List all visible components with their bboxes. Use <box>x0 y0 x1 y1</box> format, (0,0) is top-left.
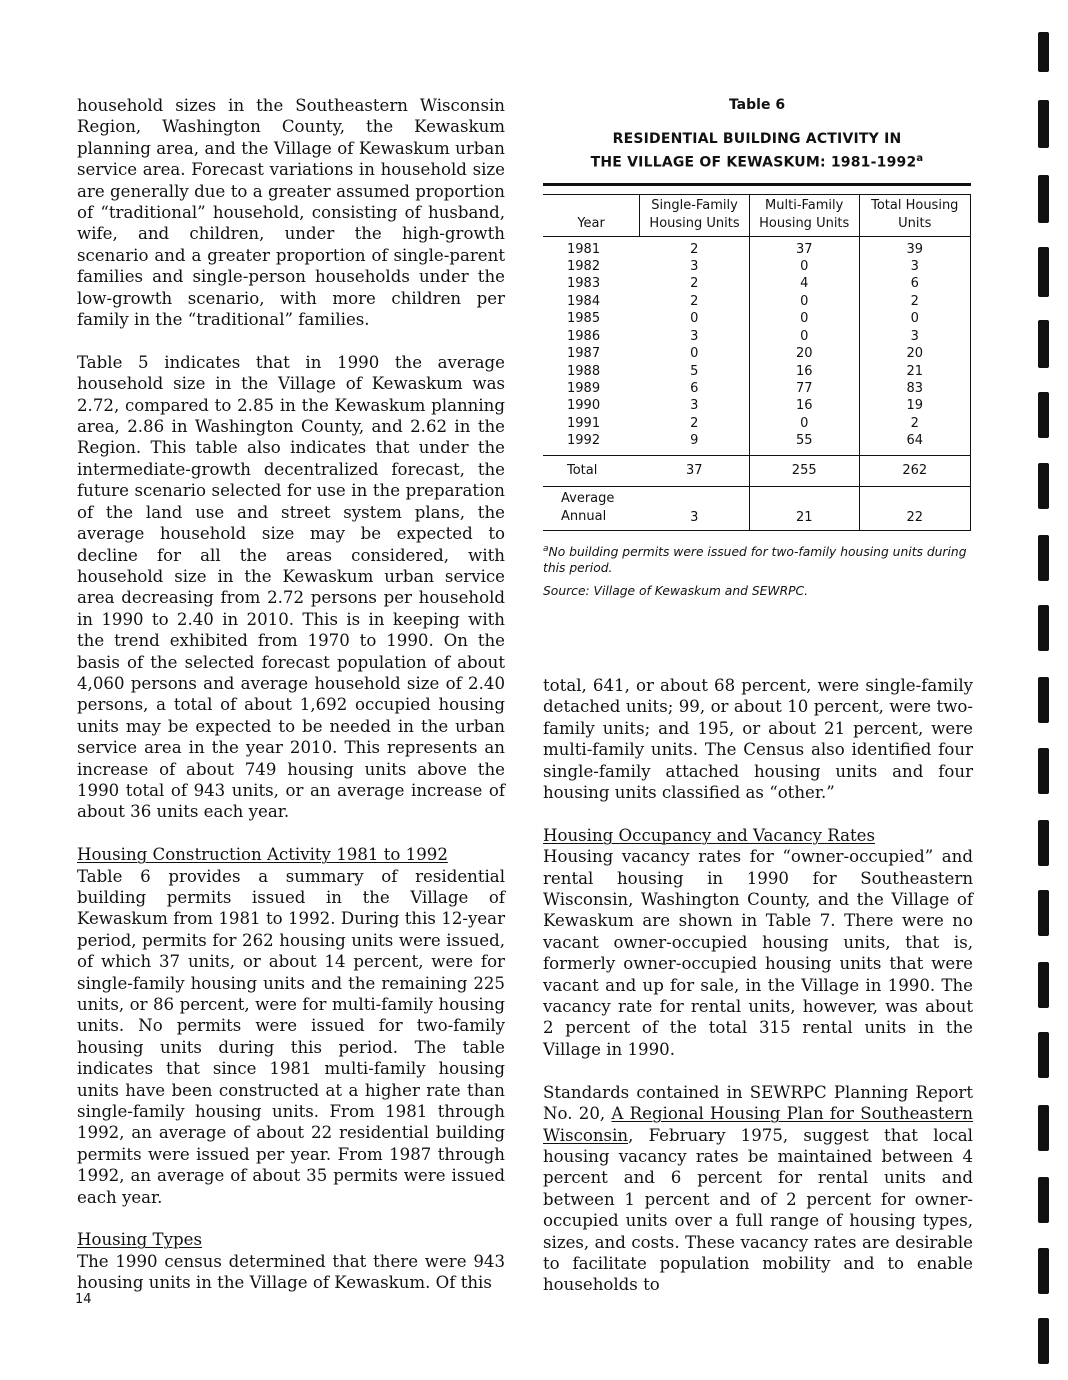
value-cell: 0 <box>690 346 699 362</box>
body-paragraph: Housing vacancy rates for “owner-occupied” and rental housing in 1990 for Southeastern Wisconsin, Washington County, and the Village of Kewaskum are shown in Table 7. There were no vacant owner-occupied housing units, that is, formerly owner-occupied housing units that were vacant and up for sale, in the Village in 1990. The vacancy rate for rental units, however, was about 2 percent of the total 315 rental units in the Village in 1990. <box>543 847 973 1059</box>
table-title <box>543 130 971 173</box>
year-cell: 1991 <box>567 415 601 431</box>
cell: 22 <box>859 486 970 530</box>
left-column <box>77 95 505 1294</box>
year-cell: 1981 <box>567 241 601 257</box>
year-cell: 1989 <box>567 380 601 396</box>
table-top-rule <box>543 183 971 186</box>
value-cell: 0 <box>859 310 970 327</box>
table-footnote <box>543 541 971 576</box>
table-row <box>543 363 971 380</box>
value-cell: 3 <box>859 328 970 345</box>
year-cell: 1986 <box>567 328 601 344</box>
value-cell: 0 <box>749 415 859 432</box>
binder-mark <box>1038 535 1049 581</box>
header-total: Total Housing Units <box>859 194 970 236</box>
year-cell: 1990 <box>567 398 601 414</box>
year-cell: 1987 <box>567 346 601 362</box>
report-title: A Regional Housing Plan for Southeastern Wisconsin <box>543 1104 973 1145</box>
header-single-family: Single-Family Housing Units <box>640 194 750 236</box>
value-cell: 37 <box>749 236 859 258</box>
value-cell: 3 <box>690 259 699 275</box>
header-year: Year <box>543 194 640 236</box>
value-cell: 77 <box>749 380 859 397</box>
value-cell: 6 <box>690 380 699 396</box>
value-cell: 20 <box>859 345 970 362</box>
section-occupancy-vacancy <box>543 825 973 1060</box>
table-header-row <box>543 194 971 236</box>
year-cell: 1985 <box>567 311 601 327</box>
value-cell: 5 <box>690 363 699 379</box>
binder-mark <box>1038 175 1049 223</box>
table-6 <box>543 95 971 598</box>
value-cell: 83 <box>859 380 970 397</box>
binder-mark <box>1038 1318 1049 1364</box>
header-multi-family: Multi-Family Housing Units <box>749 194 859 236</box>
binder-mark <box>1038 962 1049 1008</box>
body-paragraph <box>543 1082 973 1296</box>
footnote-text: No building permits were issued for two-family housing units during this period. <box>543 545 967 576</box>
value-cell: 6 <box>859 275 970 292</box>
table-title-line <box>543 149 971 173</box>
section-housing-types <box>77 1229 505 1293</box>
value-cell: 2 <box>859 415 970 432</box>
table-source: Source: Village of Kewaskum and SEWRPC. <box>543 584 809 599</box>
cell: 262 <box>859 455 970 486</box>
binder-mark <box>1038 890 1049 936</box>
text-run: Standards contained in SEWRPC Planning Report No. 20, <box>543 1082 973 1124</box>
year-cell: 1983 <box>567 276 601 292</box>
year-cell: 1984 <box>567 293 601 309</box>
value-cell: 2 <box>690 293 699 309</box>
table-title-line: RESIDENTIAL BUILDING ACTIVITY IN <box>612 131 902 147</box>
section-housing-construction <box>77 844 505 1208</box>
year-cell: 1992 <box>567 433 601 449</box>
table-row <box>543 310 971 327</box>
value-cell: 16 <box>749 397 859 414</box>
binder-mark <box>1038 100 1049 148</box>
cell: 3 <box>640 486 750 530</box>
value-cell: 20 <box>749 345 859 362</box>
table-row <box>543 432 971 455</box>
binder-mark <box>1038 677 1049 723</box>
table-row <box>543 236 971 258</box>
binder-mark <box>1038 1105 1049 1151</box>
cell: 255 <box>749 455 859 486</box>
binder-mark <box>1038 1248 1049 1294</box>
footnote-marker: a <box>543 543 549 554</box>
body-paragraph: household sizes in the Southeastern Wisconsin Region, Washington County, the Kewaskum planning area, and the Village of Kewaskum urban service area. Forecast variations in household size are generally due to a greater assumed proportion of “traditional” household, consisting of husband, wife, and children, under the high-growth scenario and a greater proportion of single-parent families and single-person households under the low-growth scenario, with more children per family in the “traditional” families. <box>77 96 505 330</box>
right-column <box>543 675 973 1296</box>
table-row <box>543 380 971 397</box>
table-row <box>543 345 971 362</box>
value-cell: 0 <box>749 328 859 345</box>
binder-mark <box>1038 820 1049 866</box>
footnote-marker: a <box>916 153 924 164</box>
cell: Total <box>543 455 640 486</box>
value-cell: 3 <box>690 328 699 344</box>
body-paragraph: total, 641, or about 68 percent, were single-family detached units; 99, or about 10 percent, were two-family units; and 195, or about 21 percent, were multi-family units. The Census also identified four single-family attached housing units and four housing units classified as “other.” <box>543 676 973 803</box>
value-cell: 2 <box>690 415 699 431</box>
binder-mark <box>1038 463 1049 509</box>
value-cell: 0 <box>749 258 859 275</box>
text-run: , February 1975, suggest that local housing vacancy rates be maintained between 4 percent and 6 percent for rental units and between 1 percent and of 2 percent for owner-occupied units over a full range of housing types, sizes, and costs. These vacancy rates are desirable to facilitate population mobility and to enable households to <box>543 1125 973 1295</box>
binder-mark <box>1038 748 1049 794</box>
table-row <box>543 397 971 414</box>
binder-mark <box>1038 247 1049 297</box>
value-cell: 3 <box>859 258 970 275</box>
page-number: 14 <box>75 1292 92 1307</box>
value-cell: 19 <box>859 397 970 414</box>
building-activity-table <box>543 194 971 531</box>
value-cell: 64 <box>859 432 970 455</box>
body-paragraph: Table 6 provides a summary of residential building permits issued in the Village of Kewaskum from 1981 to 1992. During this 12-year period, permits for 262 housing units were issued, of which 37 units, or about 14 percent, were for single-family housing units and the remaining 225 units, or 86 percent, were for multi-family housing units. No permits were issued for two-family housing units during this period. The table indicates that since 1981 multi-family housing units have been constructed at a higher rate than single-family housing units. From 1981 through 1992, an average of about 22 residential building permits were issued per year. From 1987 through 1992, an average of about 35 permits were issued each year. <box>77 866 505 1207</box>
value-cell: 2 <box>690 276 699 292</box>
table-row <box>543 258 971 275</box>
binder-mark <box>1038 320 1049 368</box>
value-cell: 16 <box>749 363 859 380</box>
body-paragraph: Table 5 indicates that in 1990 the average household size in the Village of Kewaskum was 2.72, compared to 2.85 in the Kewaskum planning area, 2.86 in Washington County, and 2.62 in the Region. This table also indicates that under the intermediate-growth decentralized forecast, the future scenario selected for use in the preparation of the land use and street system plans, the average household size may be expected to decline for all the areas considered, with household size in the Kewaskum urban service area decreasing from 2.72 persons per household in 1990 to 2.40 in 2010. This is in keeping with the trend exhibited from 1970 to 1990. On the basis of the selected forecast population of about 4,060 persons and average household size of 2.40 persons, a total of about 1,692 occupied housing units may be expected to be needed in the urban service area in the year 2010. This represents an increase of about 749 housing units above the 1990 total of 943 units, or an average increase of about 36 units each year. <box>77 352 505 822</box>
year-cell: 1982 <box>567 259 601 275</box>
table-row <box>543 328 971 345</box>
table-row <box>543 293 971 310</box>
table-body <box>543 236 971 455</box>
binder-mark <box>1038 605 1049 651</box>
table-label: Table 6 <box>728 97 786 113</box>
cell: 37 <box>640 455 750 486</box>
table-row <box>543 415 971 432</box>
value-cell: 39 <box>859 236 970 258</box>
binder-mark <box>1038 32 1049 72</box>
section-heading: Housing Construction Activity 1981 to 1992 <box>77 845 448 865</box>
value-cell: 0 <box>749 293 859 310</box>
value-cell: 3 <box>690 398 699 414</box>
value-cell: 0 <box>690 311 699 327</box>
value-cell: 21 <box>859 363 970 380</box>
section-heading: Housing Types <box>77 1230 202 1250</box>
table-row <box>543 275 971 292</box>
binder-mark <box>1038 1032 1049 1078</box>
cell: 21 <box>749 486 859 530</box>
body-paragraph: The 1990 census determined that there were 943 housing units in the Village of Kewaskum. Of this <box>77 1251 505 1293</box>
binder-mark <box>1038 392 1049 438</box>
table-average-row <box>543 486 971 530</box>
section-heading: Housing Occupancy and Vacancy Rates <box>543 825 875 845</box>
value-cell: 2 <box>690 241 699 257</box>
value-cell: 55 <box>749 432 859 455</box>
value-cell: 2 <box>859 293 970 310</box>
cell: Average Annual <box>543 486 640 530</box>
value-cell: 4 <box>749 275 859 292</box>
table-title-text: THE VILLAGE OF KEWASKUM: 1981-1992 <box>590 154 917 171</box>
binder-mark <box>1038 1177 1049 1223</box>
value-cell: 0 <box>749 310 859 327</box>
table-total-row <box>543 455 971 486</box>
value-cell: 9 <box>690 433 699 449</box>
year-cell: 1988 <box>567 363 601 379</box>
